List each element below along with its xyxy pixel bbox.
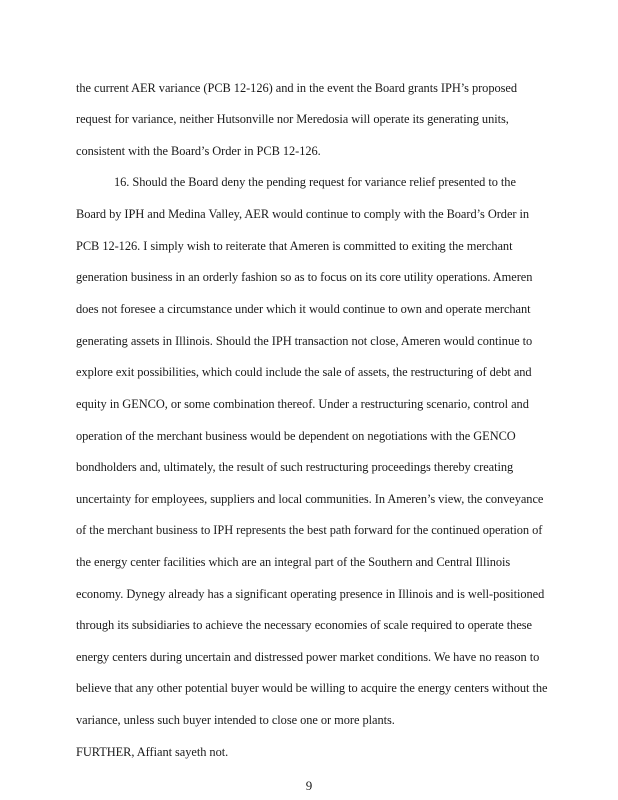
body-text-line: equity in GENCO, or some combination thereof. Under a restructuring scenario, control and: [76, 397, 529, 411]
body-text-line: does not foresee a circumstance under which it would continue to own and operate merchant: [76, 302, 531, 316]
body-text-line: Board by IPH and Medina Valley, AER would continue to comply with the Board’s Order in: [76, 207, 530, 221]
body-text-line: of the merchant business to IPH represents the best path forward for the continued operation of: [76, 523, 543, 537]
body-text-line: energy centers during uncertain and distressed power market conditions. We have no reason to: [76, 650, 540, 664]
body-text-line: operation of the merchant business would be dependent on negotiations with the GENCO: [76, 429, 516, 443]
body-text-line: believe that any other potential buyer would be willing to acquire the energy centers without the: [76, 681, 548, 695]
body-text-line: uncertainty for employees, suppliers and local communities. In Ameren’s view, the conveyance: [76, 492, 544, 506]
body-text-line: the energy center facilities which are an integral part of the Southern and Central Illinois: [76, 555, 511, 569]
body-text-line: generating assets in Illinois. Should the IPH transaction not close, Ameren would continue to: [76, 334, 533, 348]
body-text-line: through its subsidiaries to achieve the necessary economies of scale required to operate these: [76, 618, 532, 632]
body-text-line: bondholders and, ultimately, the result of such restructuring proceedings thereby creating: [76, 460, 514, 474]
body-text-line: generation business in an orderly fashion so as to focus on its core utility operations. Ameren: [76, 270, 533, 284]
body-text-line: variance, unless such buyer intended to close one or more plants.: [76, 713, 395, 727]
body-text-line: the current AER variance (PCB 12-126) and in the event the Board grants IPH’s proposed: [76, 81, 517, 95]
paragraph-16-first-line: 16. Should the Board deny the pending request for variance relief presented to the: [114, 175, 516, 189]
body-text-line: PCB 12-126. I simply wish to reiterate that Ameren is committed to exiting the merchant: [76, 239, 513, 253]
body-text-line: consistent with the Board’s Order in PCB 12-126.: [76, 144, 321, 158]
body-text-line: explore exit possibilities, which could include the sale of assets, the restructuring of debt and: [76, 365, 532, 379]
page-number: 9: [305, 778, 313, 793]
body-text-line: economy. Dynegy already has a significant operating presence in Illinois and is well-positioned: [76, 587, 545, 601]
body-text-line: request for variance, neither Hutsonville nor Meredosia will operate its generating units,: [76, 112, 509, 126]
closing-statement: FURTHER, Affiant sayeth not.: [76, 745, 229, 759]
